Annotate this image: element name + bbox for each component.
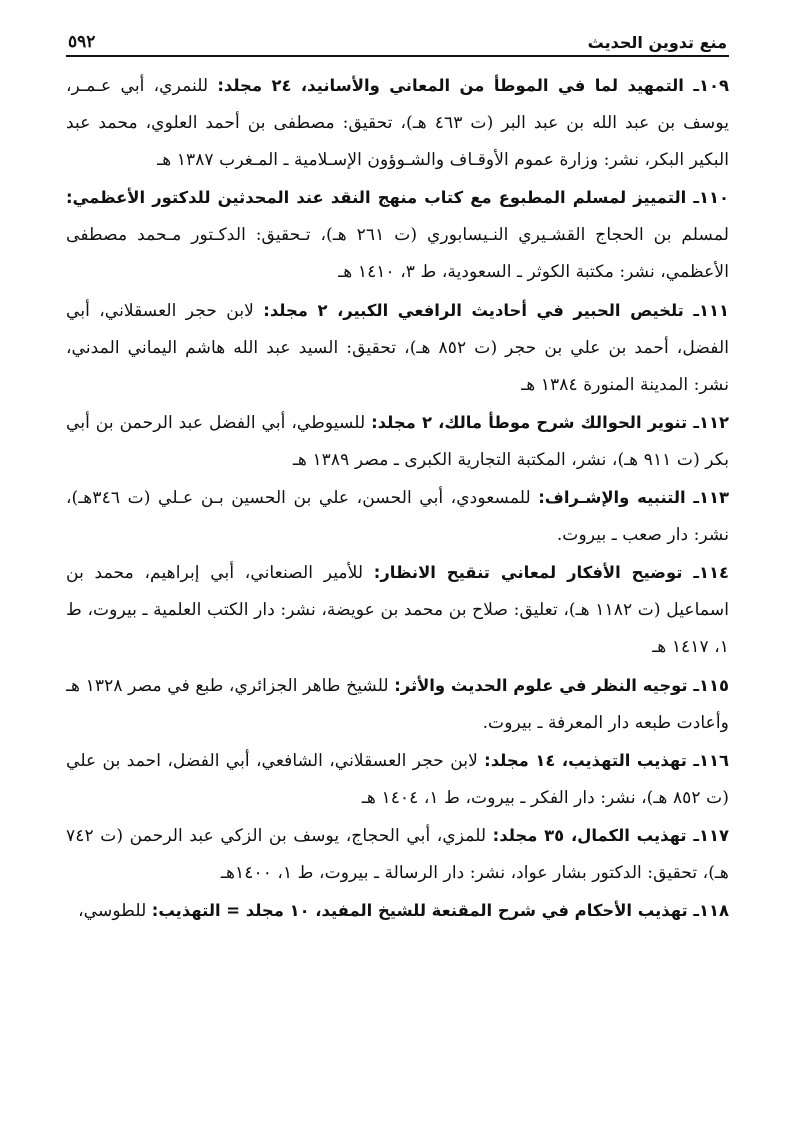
page-number: ٥٩٢ [68,32,96,52]
entry-number: ١٠٩ [698,76,729,95]
entry-title: ـ توجيه النظر في علوم الحديث والأثر: [394,675,699,695]
entry-title: ـ تلخيص الحبير في أحاديث الرافعي الكبير، ٢ مجلد: [263,300,699,320]
entry-title: ـ توضيح الأفكار لمعاني تنقيح الانظار: [373,563,699,583]
entry-title: ـ تهذيب الأحكام في شرح المقنعة للشيخ المفيد، ١٠ مجلد = التهذيب: [151,901,699,921]
entry-title: ـ التنبيه والإشـراف: [538,488,699,508]
entry-body: لمسلم بن الحجاج القشـيري النـيسابوري (ت ٢٦١ هـ)، تـحقيق: الدكـتور مـحمد مصطفى الأعظمي، نشر: مكتبة الكوثر ـ السعودية، ط ٣، ١٤١٠ هـ [66,225,729,283]
entry-number: ١١٥ [698,675,729,695]
entry-body: للطوسي، [78,901,152,922]
bibliography-entry [66,292,729,404]
entry-body: للمزي، أبي الحجاج، يوسف بن الزكي عبد الرحمن (ت ٧٤٢ هـ)، تحقيق: الدكتور بشار عواد، نشر: دار الرسالة ـ بيروت، ط ١، ١٤٠٠هـ [66,825,729,883]
entry-body: لابن حجر العسقلاني، الشافعي، أبي الفضل، احمد بن علي (ت ٨٥٢ هـ)، نشر: دار الفكر ـ بيروت، ط ١، ١٤٠٤ هـ [66,750,729,808]
entry-number: ١١٤ [698,563,729,583]
entry-title: ـ تهذيب التهذيب، ١٤ مجلد: [484,750,699,770]
entry-title: ـ تنوير الحوالك شرح موطأ مالك، ٢ مجلد: [371,412,699,432]
bibliography-entry [66,479,729,554]
bibliography-entry [66,817,729,892]
bibliography-entry [66,67,729,179]
entry-title: ـ التمييز لمسلم المطبوع مع كتاب منهج النقد عند المحدثين للدكتور الأعظمي: [66,188,699,208]
entry-body: للسيوطي، أبي الفضل عبد الرحمن بن أبي بكر (ت ٩١١ هـ)، نشر، المكتبة التجارية الكبرى ـ مصر ١٣٨٩ هـ [66,412,729,470]
bibliography-entry [66,179,729,291]
bibliography-entry [66,892,729,930]
entry-title: ـ التمهيد لما في الموطأ من المعاني والأسانيد، ٢٤ مجلد: [217,76,699,95]
bibliography-list [66,67,729,930]
entry-number: ١١٠ [698,188,729,208]
running-title: منع تدوين الحديث [587,33,727,52]
entry-body: للمسعودي، أبي الحسن، علي بن الحسين بـن عـلي (ت ٣٤٦هـ)، نشر: دار صعب ـ بيروت. [66,488,729,546]
entry-body: للنمري، أبي عـمـر، يوسف بن عبد الله بن عبد البر (ت ٤٦٣ هـ)، تحقيق: مصطفى بن أحمد العلوي، محمد عبد البكير البكر، نشر: وزارة عموم الأوقـاف والشـوؤون الإسـلامية ـ المـغرب ١٣٨٧ هـ [66,76,729,171]
entry-body: لابن حجر العسقلاني، أبي الفضل، أحمد بن علي بن حجر (ت ٨٥٢ هـ)، تحقيق: السيد عبد الله هاشم اليماني المدني، نشر: المدينة المنورة ١٣٨٤ هـ [66,300,729,395]
bibliography-entry [66,554,729,666]
bibliography-entry [66,742,729,817]
entry-body: للأمير الصنعاني، أبي إبراهيم، محمد بن اسماعيل (ت ١١٨٢ هـ)، تعليق: صلاح بن محمد بن عويضة، نشر: دار الكتب العلمية ـ بيروت، ط ١، ١٤١٧ هـ [66,563,730,658]
document-page [66,26,729,930]
entry-number: ١١٧ [698,825,729,845]
entry-body: للشيخ طاهر الجزائري، طبع في مصر ١٣٢٨ هـ وأعادت طبعه دار المعرفة ـ بيروت. [66,675,729,733]
entry-number: ١١٢ [698,412,729,432]
entry-number: ١١٣ [698,488,729,508]
entry-number: ١١٨ [698,901,729,921]
entry-title: ـ تهذيب الكمال، ٣٥ مجلد: [492,825,699,845]
entry-number: ١١٦ [698,750,729,770]
page-header [66,26,729,57]
bibliography-entry [66,404,729,479]
bibliography-entry [66,667,729,742]
entry-number: ١١١ [698,300,729,320]
